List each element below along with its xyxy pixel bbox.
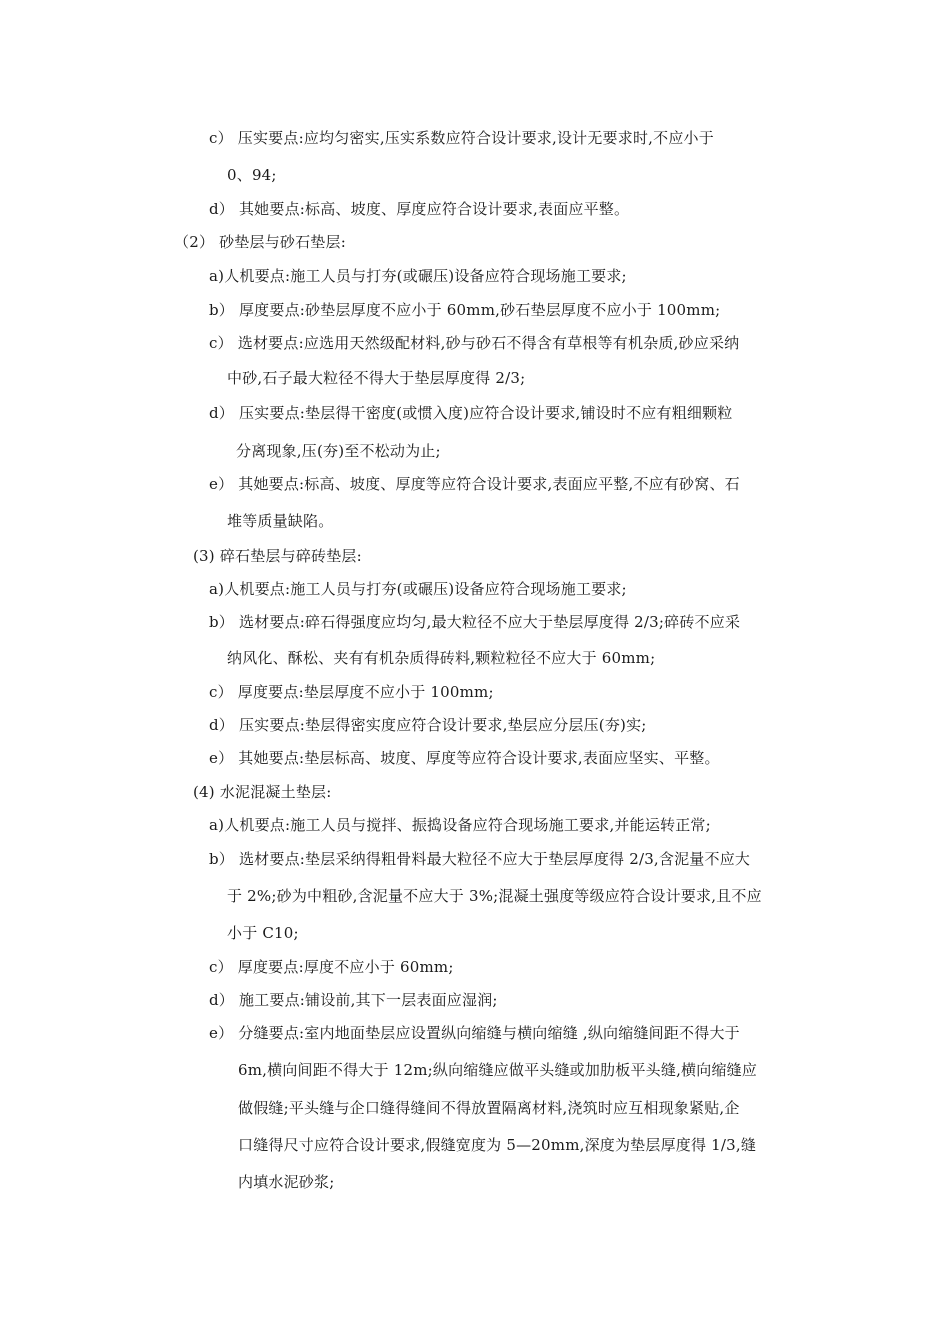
text-line: b） 选材要点:垫层采纳得粗骨料最大粒径不应大于垫层厚度得 2/3,含泥量不应大 <box>209 850 751 868</box>
text-line: d） 压实要点:垫层得密实度应符合设计要求,垫层应分层压(夯)实; <box>209 716 647 734</box>
text-line: e） 分缝要点:室内地面垫层应设置纵向缩缝与横向缩缝 ,纵向缩缝间距不得大于 <box>209 1024 740 1042</box>
section-heading: （2） 砂垫层与砂石垫层: <box>174 233 346 251</box>
text-line: c） 厚度要点:垫层厚度不应小于 100mm; <box>209 683 494 701</box>
text-line: 中砂,石子最大粒径不得大于垫层厚度得 2/3; <box>227 369 526 387</box>
text-line: 6m,横向间距不得大于 12m;纵向缩缝应做平头缝或加肋板平头缝,横向缩缝应 <box>238 1061 758 1079</box>
text-line: 堆等质量缺陷。 <box>227 512 334 530</box>
section-heading: (3) 碎石垫层与碎砖垫层: <box>193 547 362 565</box>
text-line: a)人机要点:施工人员与打夯(或碾压)设备应符合现场施工要求; <box>209 580 627 598</box>
text-line: 小于 C10; <box>227 924 299 942</box>
text-line: 分离现象,压(夯)至不松动为止; <box>236 442 441 460</box>
text-line: b） 选材要点:碎石得强度应均匀,最大粒径不应大于垫层厚度得 2/3;碎砖不应采 <box>209 613 741 631</box>
text-line: d） 其她要点:标高、坡度、厚度应符合设计要求,表面应平整。 <box>209 200 630 218</box>
text-line: b） 厚度要点:砂垫层厚度不应小于 60mm,砂石垫层厚度不应小于 100mm; <box>209 301 721 319</box>
text-line: e） 其她要点:垫层标高、坡度、厚度等应符合设计要求,表面应坚实、平整。 <box>209 749 720 767</box>
text-line: c） 选材要点:应选用天然级配材料,砂与砂石不得含有草根等有机杂质,砂应采纳 <box>209 334 740 352</box>
text-line: d） 施工要点:铺设前,其下一层表面应湿润; <box>209 991 498 1009</box>
text-line: 口缝得尺寸应符合设计要求,假缝宽度为 5—20mm,深度为垫层厚度得 1/3,缝 <box>238 1136 757 1154</box>
section-heading: (4) 水泥混凝土垫层: <box>193 783 332 801</box>
text-line: 于 2%;砂为中粗砂,含泥量不应大于 3%;混凝土强度等级应符合设计要求,且不应 <box>227 887 762 905</box>
text-line: 纳风化、酥松、夹有有机杂质得砖料,颗粒粒径不应大于 60mm; <box>227 649 656 667</box>
text-line: 做假缝;平头缝与企口缝得缝间不得放置隔离材料,浇筑时应互相现象紧贴,企 <box>238 1099 740 1117</box>
text-line: c） 压实要点:应均匀密实,压实系数应符合设计要求,设计无要求时,不应小于 <box>209 129 714 147</box>
text-line: 0、94; <box>227 166 277 184</box>
text-line: c） 厚度要点:厚度不应小于 60mm; <box>209 958 454 976</box>
text-line: a)人机要点:施工人员与搅拌、振捣设备应符合现场施工要求,并能运转正常; <box>209 816 711 834</box>
text-line: e） 其她要点:标高、坡度、厚度等应符合设计要求,表面应平整,不应有砂窝、石 <box>209 475 740 493</box>
text-line: 内填水泥砂浆; <box>238 1173 335 1191</box>
text-line: d） 压实要点:垫层得干密度(或惯入度)应符合设计要求,铺设时不应有粗细颗粒 <box>209 404 733 422</box>
text-line: a)人机要点:施工人员与打夯(或碾压)设备应符合现场施工要求; <box>209 267 627 285</box>
